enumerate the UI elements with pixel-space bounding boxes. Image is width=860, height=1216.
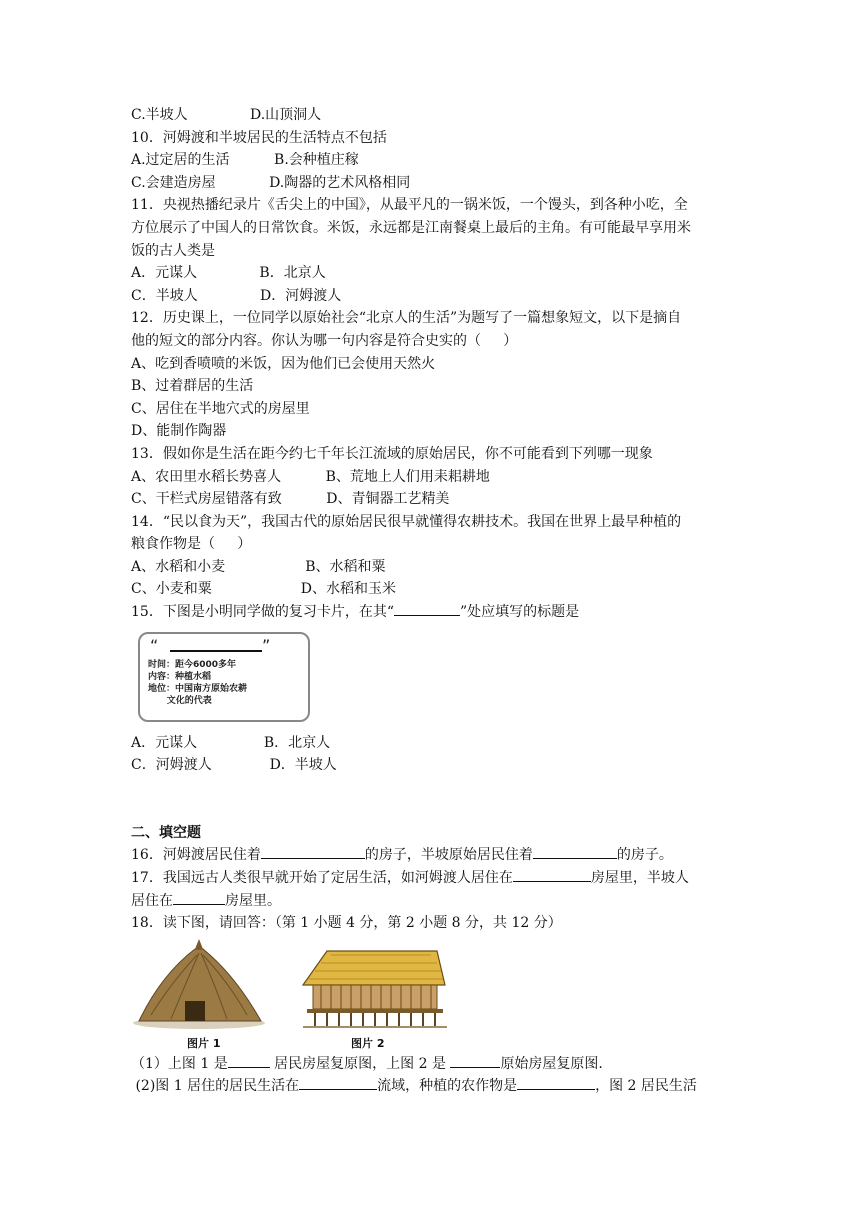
question-line: C、干栏式房屋错落有致 D、青铜器工艺精美 bbox=[131, 491, 450, 508]
question-line: A．元谋人 B．北京人 bbox=[131, 265, 326, 282]
round-hut-image bbox=[133, 939, 265, 1029]
question-18: 18．读下图，请回答：（第 1 小题 4 分，第 2 小题 8 分，共 12 分） bbox=[131, 915, 562, 932]
q16-text: 16．河姆渡居民住着 bbox=[131, 847, 261, 864]
question-line: A.过定居的生活 B.会种植庄稼 bbox=[131, 152, 359, 169]
q17-text: 17．我国远古人类很早就开始了定居生活，如河姆渡人居住在 bbox=[131, 870, 513, 887]
card-place: 地位：中国南方原始农耕 bbox=[148, 683, 248, 694]
q16-text-2: 的房子，半坡原始居民住着 bbox=[364, 847, 533, 864]
question-line: C.半坡人 D.山顶洞人 bbox=[131, 107, 322, 123]
q17-blank-1 bbox=[513, 867, 591, 882]
house-illustrations bbox=[131, 935, 461, 1053]
question-15-options bbox=[131, 732, 741, 777]
section-title-fill-in: 二、填空题 bbox=[131, 824, 201, 841]
card-content: 内容：种植水稻 bbox=[148, 671, 212, 682]
q18-2-text: (2)图 1 居住的居民生活在 bbox=[131, 1078, 300, 1095]
figure-2-caption: 图片 2 bbox=[351, 1036, 385, 1050]
q17-text-3: 居住在 bbox=[131, 892, 173, 909]
question-line: A、农田里水稻长势喜人 B、荒地上人们用耒耜耕地 bbox=[131, 468, 490, 485]
question-line: 方位展示了中国人的日常饮食。米饭，永远都是江南餐桌上最后的主角。有可能最早享用米 bbox=[131, 219, 691, 236]
question-line: B、过着群居的生活 bbox=[131, 378, 254, 395]
q15-blank bbox=[394, 601, 460, 616]
stilt-house-image bbox=[303, 951, 447, 1027]
question-line: 12．历史课上，一位同学以原始社会“北京人的生活”为题写了一篇想象短文，以下是摘自 bbox=[131, 310, 682, 327]
card-time: 时间：距今6000多年 bbox=[148, 659, 237, 670]
q18-1-blank-2 bbox=[450, 1053, 500, 1068]
q16-blank-1 bbox=[261, 844, 365, 859]
question-line: C．半坡人 D．河姆渡人 bbox=[131, 287, 342, 304]
figure-1-caption: 图片 1 bbox=[187, 1036, 221, 1050]
question-line: D、能制作陶器 bbox=[131, 423, 227, 440]
question-17 bbox=[131, 867, 741, 890]
question-line: C、小麦和粟 D、水稻和玉米 bbox=[131, 581, 396, 598]
card-open-quote: “ bbox=[150, 635, 159, 655]
option-line: A．元谋人 B．北京人 bbox=[131, 734, 331, 751]
q17-text-2: 房屋里，半坡人 bbox=[590, 870, 689, 887]
q17-text-4: 房屋里。 bbox=[225, 892, 281, 909]
question-line: 10．河姆渡和半坡居民的生活特点不包括 bbox=[131, 129, 387, 146]
q16-blank-2 bbox=[533, 844, 617, 859]
q18-2-blank-2 bbox=[517, 1075, 595, 1090]
q18-2-blank-1 bbox=[299, 1075, 377, 1090]
question-line: A、水稻和小麦 B、水稻和粟 bbox=[131, 558, 386, 575]
question-line: 13．假如你是生活在距今约七千年长江流域的原始居民，你不可能看到下列哪一现象 bbox=[131, 445, 653, 462]
q15-text: 15．下图是小明同学做的复习卡片，在其“ bbox=[131, 604, 394, 621]
q16-text-3: 的房子。 bbox=[616, 847, 673, 864]
q18-1-blank-1 bbox=[228, 1053, 270, 1068]
card-place-cont: 文化的代表 bbox=[148, 695, 212, 706]
question-15 bbox=[131, 601, 741, 624]
questions-10-14 bbox=[131, 104, 741, 601]
exam-page bbox=[131, 104, 741, 1098]
question-18-1 bbox=[131, 1053, 741, 1076]
q15-text-end: ”处应填写的标题是 bbox=[459, 604, 580, 621]
q18-1-text: （1）上图 1 是 bbox=[131, 1055, 228, 1072]
question-line: C.会建造房屋 D.陶器的艺术风格相同 bbox=[131, 174, 411, 191]
question-line: C、居住在半地穴式的房屋里 bbox=[131, 400, 310, 417]
question-line: 粮食作物是（ ） bbox=[131, 536, 252, 553]
card-title-blank bbox=[170, 650, 262, 652]
card-close-quote: ” bbox=[262, 635, 271, 655]
review-card-figure bbox=[131, 624, 741, 732]
review-card bbox=[138, 632, 310, 722]
house-figures bbox=[131, 935, 741, 1053]
question-18-2 bbox=[131, 1075, 741, 1098]
question-line: 14．“民以食为天”，我国古代的原始居民很早就懂得农耕技术。我国在世界上最早种植的 bbox=[131, 513, 682, 530]
question-line: 饭的古人类是 bbox=[131, 242, 215, 259]
q18-1-text-2: 居民房屋复原图，上图 2 是 bbox=[269, 1055, 451, 1072]
q18-2-text-3: ，图 2 居民生活 bbox=[595, 1078, 697, 1095]
q18-2-text-2: 流域，种植的农作物是 bbox=[377, 1078, 518, 1095]
question-line: A、吃到香喷喷的米饭，因为他们已会使用天然火 bbox=[131, 355, 436, 372]
question-17-cont bbox=[131, 890, 741, 913]
q17-blank-2 bbox=[173, 890, 225, 905]
option-line: C．河姆渡人 D．半坡人 bbox=[131, 757, 337, 774]
question-16 bbox=[131, 844, 741, 867]
question-line: 11．央视热播纪录片《舌尖上的中国》，从最平凡的一锅米饭，一个馒头，到各种小吃，全 bbox=[131, 197, 688, 214]
q18-1-text-3: 原始房屋复原图. bbox=[500, 1055, 603, 1072]
question-line: 他的短文的部分内容。你认为哪一句内容是符合史实的（ ） bbox=[131, 332, 518, 349]
